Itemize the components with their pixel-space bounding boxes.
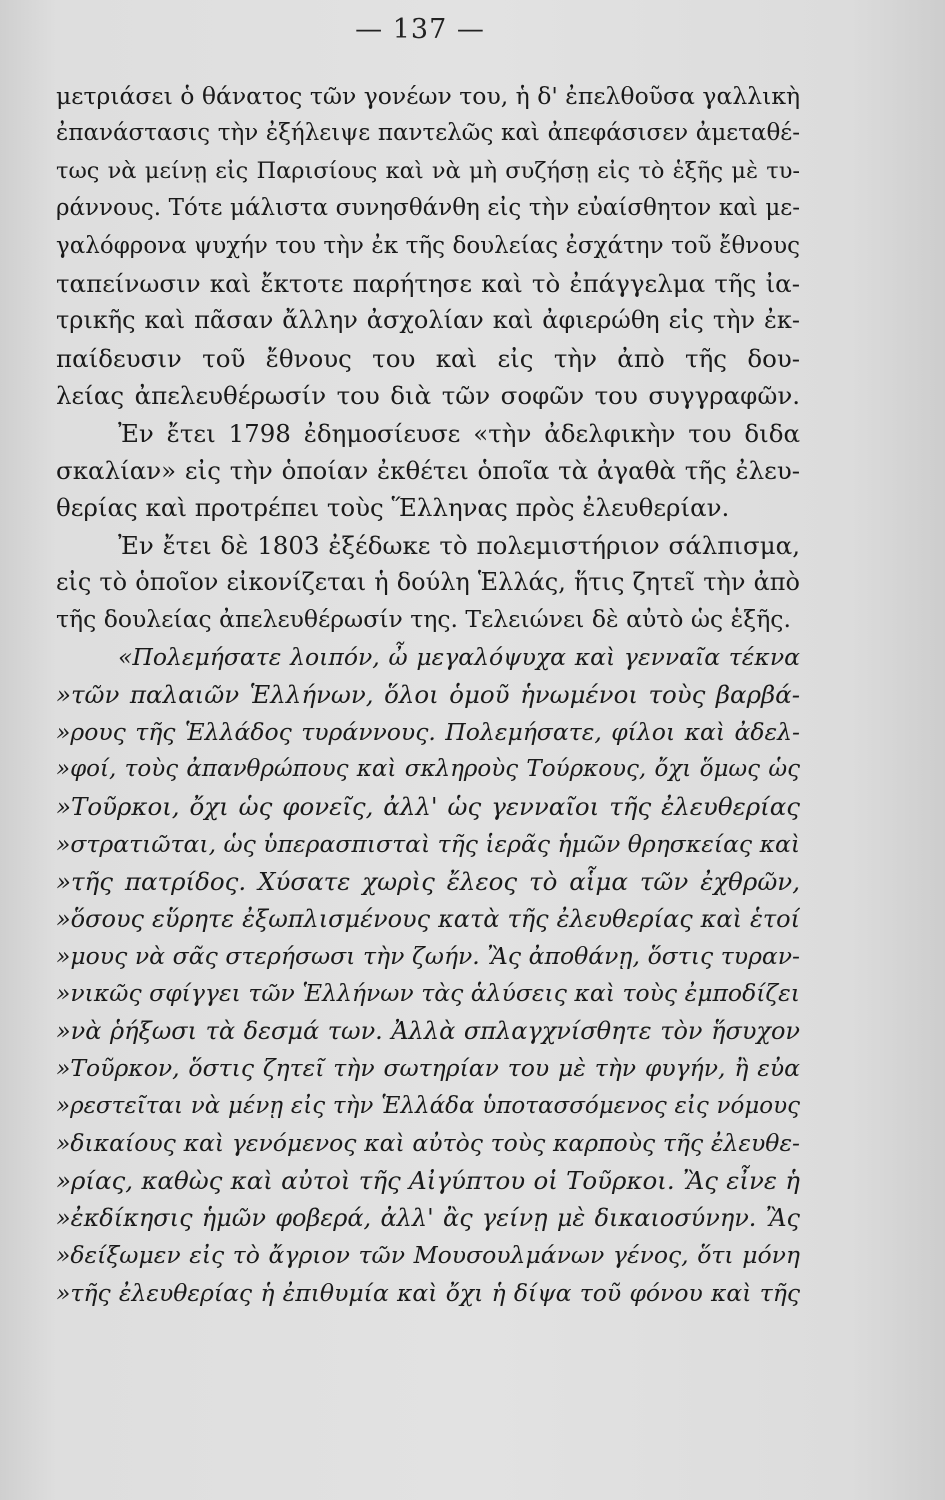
text-line: »Τοῦρκοι, ὄχι ὡς φονεῖς, ἀλλ' ὡς γενναῖοι τῆς ἐλευθερίας (56, 792, 800, 822)
text-line: τῆς δουλείας ἀπελευθέρωσίν της. Τελειώνει δὲ αὐτὸ ὡς ἑξῆς. (56, 605, 791, 634)
text-line: »τῆς πατρίδος. Χύσατε χωρὶς ἔλεος τὸ αἷμα τῶν ἐχθρῶν, (56, 867, 800, 897)
text-line: τρικῆς καὶ πᾶσαν ἄλλην ἀσχολίαν καὶ ἀφιερώθη εἰς τὴν ἐκ- (56, 306, 800, 335)
text-line: »φοί, τοὺς ἀπανθρώπους καὶ σκληροὺς Τούρκους, ὄχι ὅμως ὡς (56, 756, 800, 783)
text-line: σκαλίαν» εἰς τὴν ὁποίαν ἐκθέτει ὁποῖα τὰ ἀγαθὰ τῆς ἐλευ- (56, 455, 800, 485)
text-line: τως νὰ μείνῃ εἰς Παρισίους καὶ νὰ μὴ συζήσῃ εἰς τὸ ἑξῆς μὲ τυ- (56, 157, 800, 184)
page-number: — 137 — (355, 14, 485, 45)
text-line: »τῶν παλαιῶν Ἑλλήνων, ὅλοι ὁμοῦ ἡνωμένοι τοὺς βαρβά- (56, 680, 800, 710)
text-line: »νικῶς σφίγγει τῶν Ἑλλήνων τὰς ἁλύσεις καὶ τοὺς ἐμποδίζει (56, 979, 800, 1008)
text-line: ἐπανάστασις τὴν ἐξήλειψε παντελῶς καὶ ἀπεφάσισεν ἀμεταθέ- (56, 120, 800, 147)
text-line: »τῆς ἐλευθερίας ἡ ἐπιθυμία καὶ ὄχι ἡ δίψα τοῦ φόνου καὶ τῆς (56, 1278, 800, 1307)
text-line: »νὰ ῥήξωσι τὰ δεσμά των. Ἀλλὰ σπλαγχνίσθητε τὸν ἥσυχον (56, 1016, 800, 1045)
text-line: »στρατιῶται, ὡς ὑπερασπισταὶ τῆς ἱερᾶς ἡμῶν θρησκείας καὶ (56, 829, 800, 858)
text-line: »δικαίους καὶ γενόμενος καὶ αὐτὸς τοὺς καρποὺς τῆς ἐλευθε- (56, 1128, 800, 1157)
text-line: ράννους. Τότε μάλιστα συνησθάνθη εἰς τὴν εὐαίσθητον καὶ με- (56, 195, 800, 222)
text-line: »ρους τῆς Ἑλλάδος τυράννους. Πολεμήσατε, φίλοι καὶ ἀδελ- (56, 717, 800, 746)
text-line: «Πολεμήσατε λοιπόν, ὦ μεγαλόψυχα καὶ γενναῖα τέκνα (118, 642, 800, 671)
text-line: Ἐν ἔτει δὲ 1803 ἐξέδωκε τὸ πολεμιστήριον σάλπισμα, (118, 530, 800, 560)
text-line: »Τοῦρκον, ὅστις ζητεῖ τὴν σωτηρίαν του μὲ τὴν φυγήν, ἢ εὐα (56, 1054, 800, 1083)
text-line: »ὅσους εὕρητε ἐξωπλισμένους κατὰ τῆς ἐλευθερίας καὶ ἑτοί (56, 904, 800, 933)
text-line: »δείξωμεν εἰς τὸ ἄγριον τῶν Μουσουλμάνων γένος, ὅτι μόνη (56, 1241, 800, 1270)
text-line: γαλόφρονα ψυχήν του τὴν ἐκ τῆς δουλείας ἐσχάτην τοῦ ἔθνους (56, 232, 800, 259)
text-line: λείας ἀπελευθέρωσίν του διὰ τῶν σοφῶν του συγγραφῶν. (56, 381, 800, 411)
text-line: »ρίας, καθὼς καὶ αὐτοὶ τῆς Αἰγύπτου οἱ Τοῦρκοι. Ἂς εἶνε ἡ (56, 1166, 800, 1196)
text-line: μετριάσει ὁ θάνατος τῶν γονέων του, ἡ δ' ἐπελθοῦσα γαλλικὴ (56, 82, 800, 110)
text-line: εἰς τὸ ὁποῖον εἰκονίζεται ἡ δούλη Ἑλλάς, ἥτις ζητεῖ τὴν ἀπὸ (56, 568, 800, 597)
text-line: ταπείνωσιν καὶ ἔκτοτε παρήτησε καὶ τὸ ἐπάγγελμα τῆς ἰα- (56, 268, 800, 298)
text-line: παίδευσιν τοῦ ἔθνους του καὶ εἰς τὴν ἀπὸ τῆς δου- (56, 343, 800, 373)
text-line: »ρεστεῖται νὰ μένῃ εἰς τὴν Ἑλλάδα ὑποτασσόμενος εἰς νόμους (56, 1092, 800, 1119)
text-line: θερίας καὶ προτρέπει τοὺς Ἕλληνας πρὸς ἐλευθερίαν. (56, 493, 730, 523)
text-line: »ἐκδίκησις ἡμῶν φοβερά, ἀλλ' ἂς γείνῃ μὲ δικαιοσύνην. Ἂς (56, 1203, 800, 1232)
text-line: Ἐν ἔτει 1798 ἐδημοσίευσε «τὴν ἀδελφικὴν του διδα (118, 418, 800, 448)
text-line: »μους νὰ σᾶς στερήσωσι τὴν ζωήν. Ἂς ἀποθάνῃ, ὅστις τυραν- (56, 941, 800, 970)
body-text (56, 78, 800, 1312)
